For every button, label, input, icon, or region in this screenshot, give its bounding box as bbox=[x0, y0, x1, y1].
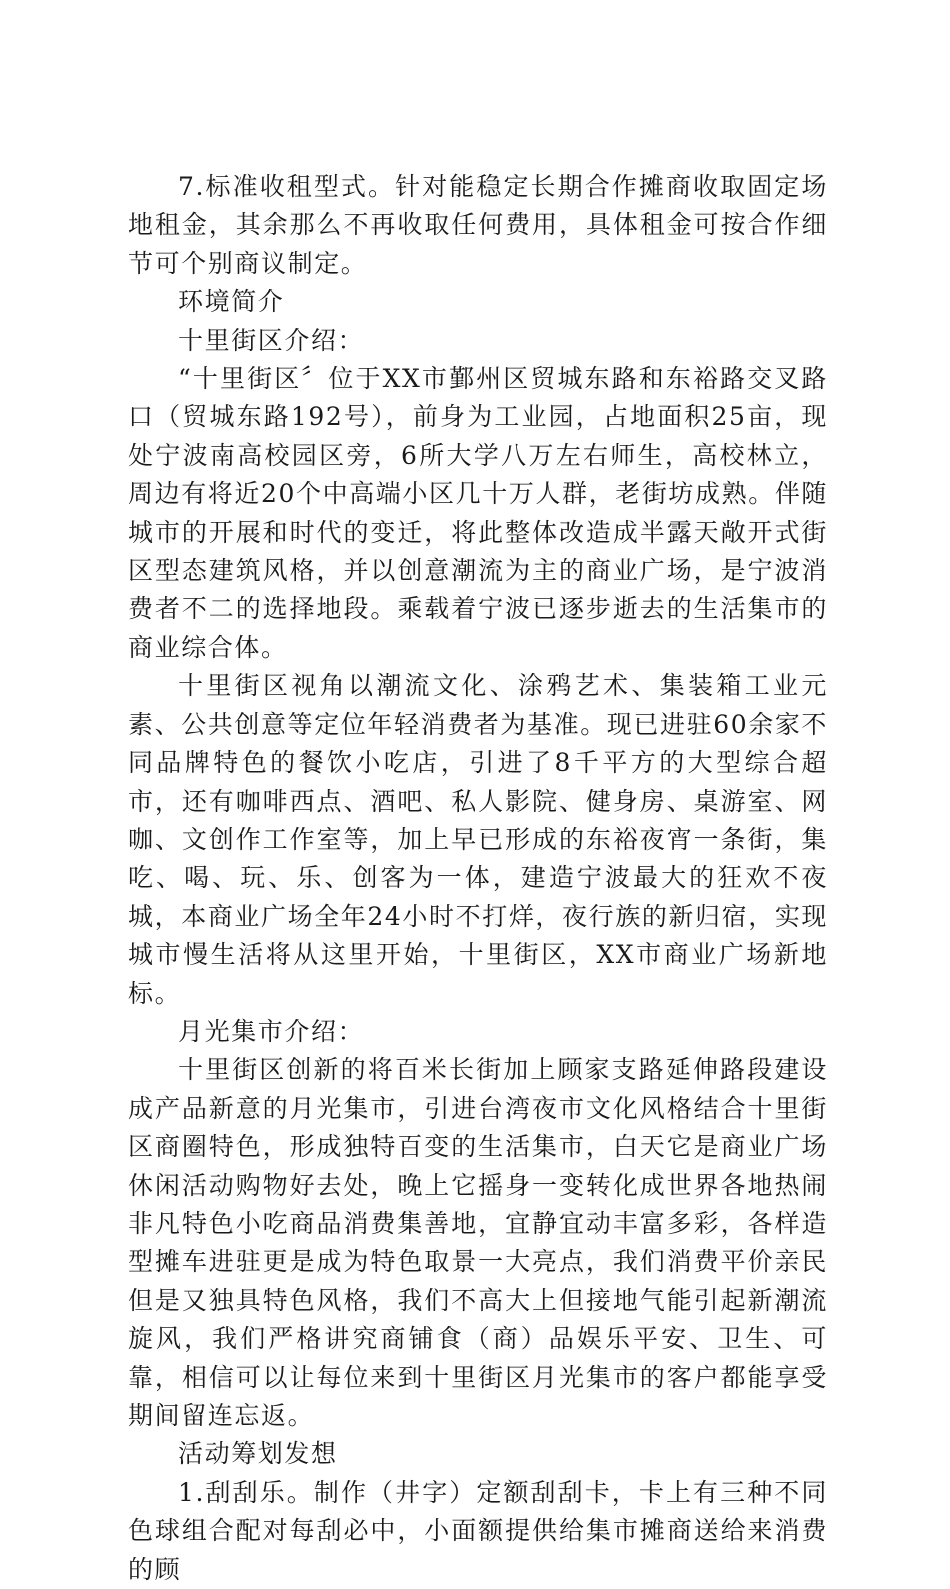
heading-shili-intro: 十里街区介绍： bbox=[178, 325, 365, 355]
heading-activity-ideas: 活动筹划发想 bbox=[178, 1439, 338, 1469]
paragraph-moonlight-market: 十里街区创新的将百米长街加上顾家支路延伸路段建设成产品新意的月光集市，引进台湾夜市文化风格结合十里街区商圈特色，形成独特百变的生活集市，白天它是商业广场休闲活动购物好去处，晚上它摇身一变转化成世界各地热闹非凡特色小吃商品消费集善地，宜静宜动丰富多彩，各样造型摊车进驻更是成为特色取景一大亮点，我们消费平价亲民但是又独具特色风格，我们不高大上但接地气能引起新潮流旋风，我们严格讲究商铺食（商）品娱乐平安、卫生、可靠，相信可以让每位来到十里街区月光集市的客户都能享受期间留连忘返。 bbox=[128, 1055, 828, 1430]
paragraph-shili-positioning: 十里街区视角以潮流文化、涂鸦艺术、集装箱工业元素、公共创意等定位年轻消费者为基准。现已进驻60余家不同品牌特色的餐饮小吃店，引进了8千平方的大型综合超市，还有咖啡西点、酒吧、私人影院、健身房、桌游室、网咖、文创作工作室等，加上早已形成的东裕夜宵一条街，集吃、喝、玩、乐、创客为一体，建造宁波最大的狂欢不夜城，本商业广场全年24小时不打烊，夜行族的新归宿，实现城市慢生活将从这里开始，十里街区，XX市商业广场新地标。 bbox=[128, 671, 829, 1008]
paragraph-shili-location: “十里街区〞位于XX市鄞州区贸城东路和东裕路交叉路口（贸城东路192号），前身为工业园，占地面积25亩，现处宁波南高校园区旁，6所大学八万左右师生，高校林立，周边有将近20个中高端小区几十万人群，老街坊成熟。伴随城市的开展和时代的变迁，将此整体改造成半露天敞开式街区型态建筑风格，并以创意潮流为主的商业广场，是宁波消费者不二的选择地段。乘载着宁波已逐步逝去的生活集市的商业综合体。 bbox=[128, 364, 829, 662]
paragraph-rent-policy: 7.标准收租型式。针对能稳定长期合作摊商收取固定场地租金，其余那么不再收取任何费用，具体租金可按合作细节可个别商议制定。 bbox=[128, 172, 828, 278]
heading-moonlight-intro: 月光集市介绍： bbox=[178, 1016, 365, 1046]
heading-environment: 环境简介 bbox=[178, 287, 285, 317]
document-body bbox=[128, 168, 828, 1589]
paragraph-scratch-card: 1.刮刮乐。制作（井字）定额刮刮卡，卡上有三种不同色球组合配对每刮必中，小面额提供给集市摊商送给来消费的顾 bbox=[128, 1477, 828, 1584]
